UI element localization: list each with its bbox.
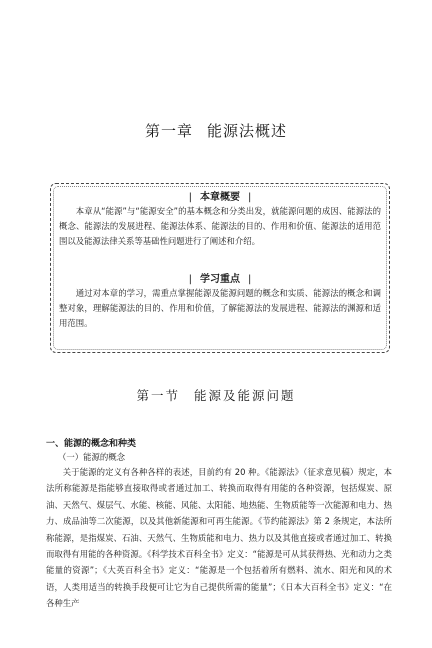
overview-text: 本章从“能源”与“能源安全”的基本概念和分类出发，就能源问题的成因、能源法的概念、能源法的发展进程、能源法体系、能源法的目的、作用和价值、能源法的适用范围以及能源法律关系等基础性问题进行了阐述和介绍。 bbox=[59, 206, 381, 246]
section-title bbox=[0, 386, 432, 404]
overview-heading bbox=[51, 188, 389, 203]
overview-heading-label: 本章概要 bbox=[200, 192, 240, 203]
body-paragraph: 关于能源的定义有各种各样的表述，目前约有 20 种。《能源法》（征求意见稿）规定，本法所称能源是指能够直接取得或者通过加工、转换而取得有用能的各种资源，包括煤炭、原油、天然气、煤层气、水能、核能、风能、太阳能、地热能、生物质能等一次能源和电力、热力、成品油等二次能源，以及其他新能源和可再生能源。《节约能源法》第 2 条规定，本法所称能源，是指煤炭、石油、天然气、生物质能和电力、热力以及其他直接或者通过加工、转换而取得有用能的各种资源。《科学技术百科全书》定义：“能源是可从其获得热、光和动力之类能量的资源”；《大英百科全书》定义：“能源是一个包括着所有燃料、流水、阳光和风的术语，人类用适当的转换手段便可让它为自己提供所需的能量”；《日本大百科全书》定义：“在各种生产 bbox=[46, 467, 392, 609]
key-points-text: 通过对本章的学习，需重点掌握能源及能源问题的概念和实质、能源法的概念和调整对象，理解能源法的目的、作用和价值，了解能源法的发展进程、能源法的渊源和适用范围。 bbox=[59, 288, 381, 328]
chapter-summary-box bbox=[50, 183, 390, 353]
chapter-title bbox=[0, 120, 432, 141]
section-name: 能源及能源问题 bbox=[194, 388, 296, 403]
bracket-bar-icon: | bbox=[188, 274, 192, 285]
bracket-bar-icon: | bbox=[188, 192, 192, 203]
bracket-bar-icon: | bbox=[248, 274, 252, 285]
subsubsection-heading: （一）能源的概念 bbox=[58, 452, 125, 462]
chapter-number: 第一章 bbox=[144, 122, 193, 140]
chapter-name: 能源法概述 bbox=[207, 122, 288, 140]
section-number: 第一节 bbox=[136, 388, 180, 403]
bracket-bar-icon: | bbox=[248, 192, 252, 203]
key-points-heading-label: 学习重点 bbox=[200, 274, 240, 285]
key-points-heading bbox=[51, 270, 389, 285]
subsection-heading: 一、能源的概念和种类 bbox=[46, 439, 137, 449]
